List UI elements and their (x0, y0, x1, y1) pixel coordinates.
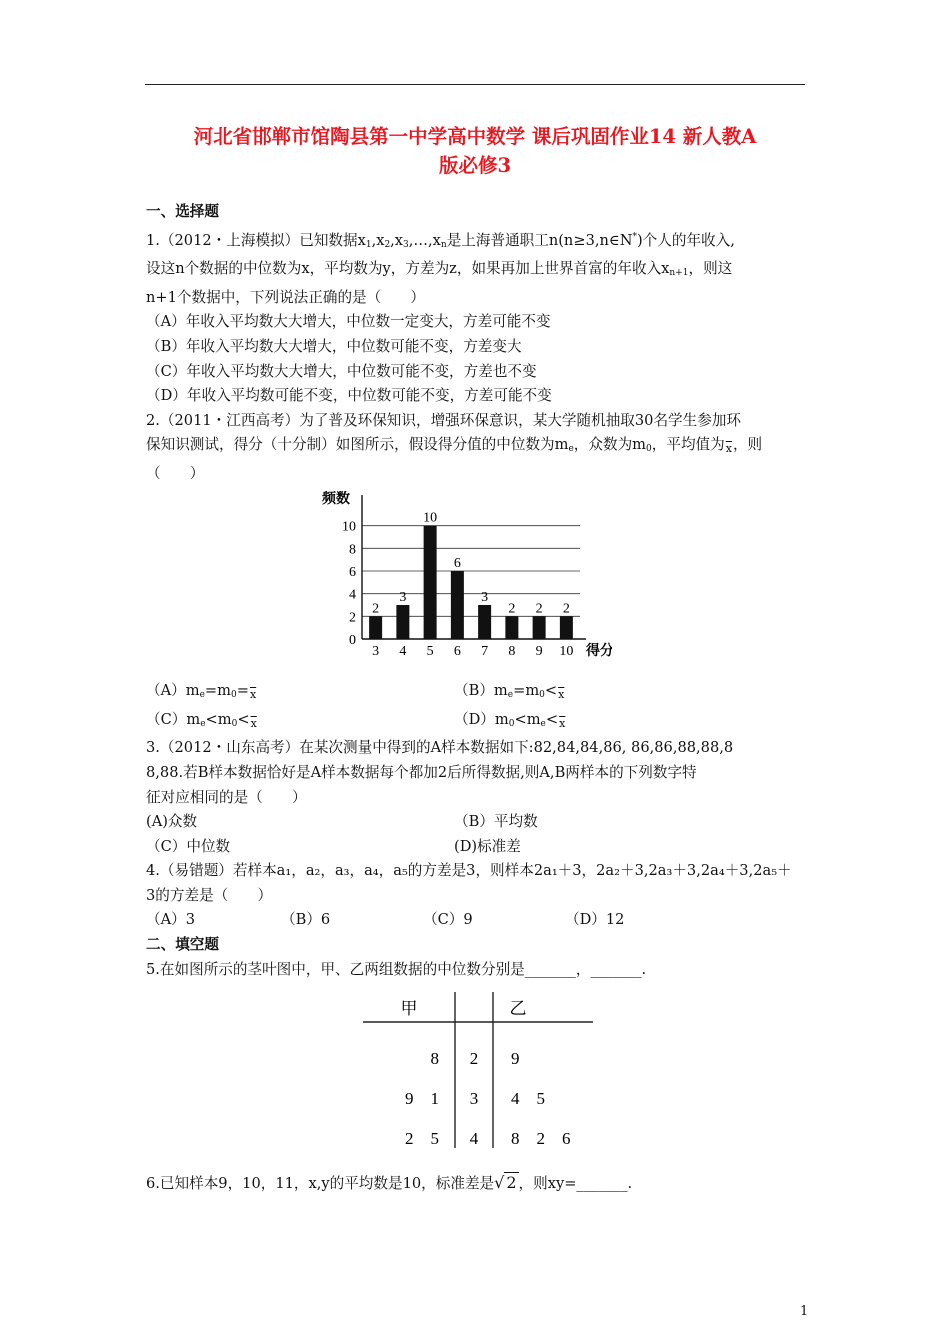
stem-row-3-right: 8 2 6 (511, 1129, 571, 1149)
data-label: 6 (453, 555, 461, 571)
question-1-option-a: （A）年收入平均数大大增大，中位数一定变大，方差可能不变 (146, 313, 551, 331)
bar (424, 525, 437, 638)
stem-row-2-stem: 3 (469, 1089, 479, 1109)
header-rule (145, 84, 805, 85)
question-2-line-1: 2.（2011・江西高考）为了普及环保知识，增强环保意识，某大学随机抽取30名学生参加环 (146, 411, 742, 429)
data-label: 3 (399, 589, 407, 605)
bar (533, 616, 546, 639)
y-tick-label: 8 (349, 541, 356, 557)
y-tick-label: 10 (342, 519, 356, 535)
y-tick-label: 0 (349, 632, 356, 648)
question-4-options (146, 908, 816, 933)
question-3-option-b: （B）平均数 (454, 813, 538, 831)
y-tick-label: 2 (349, 609, 356, 625)
x-tick-label: 6 (453, 643, 461, 659)
question-1-option-b: （B）年收入平均数大大增大，中位数可能不变，方差变大 (146, 337, 522, 355)
data-label: 2 (508, 600, 516, 616)
question-3-line-2: 8,88.若B样本数据恰好是A样本数据每个都加2后所得数据,则A,B两样本的下列数字特 (146, 763, 697, 781)
bar (505, 616, 518, 639)
question-2-option-c: $(C)m_e<m_0<_{\overline{x}}$ (146, 710, 257, 730)
x-tick-label: 8 (508, 643, 516, 659)
question-1-option-d: （D）年收入平均数可能不变，中位数可能不变，方差可能不变 (146, 387, 552, 405)
question-4-line-2: 3的方差是（ ） (146, 886, 273, 904)
question-1-line-3: n+1个数据中，下列说法正确的是（ ） (146, 288, 426, 306)
data-label: 3 (481, 589, 489, 605)
sqrt-symbol: √ 2 (494, 1172, 517, 1192)
question-2-option-a: $(A)m_e=m_0=_{\overline{x}}$ (146, 682, 257, 702)
question-3-line-1: 3.（2012・山东高考）在某次测量中得到的A样本数据如下:82,84,84,86, 86,86,88,88,8 (146, 739, 734, 757)
question-3-line-3: 征对应相同的是（ ） (146, 788, 307, 806)
x-axis-label: 得分 (586, 643, 612, 659)
x-tick-label: 3 (372, 643, 380, 659)
question-2-line-2: 保知识测试，得分（十分制）如图所示，假设得分值的中位数为$m_e$，众数为$m_0$，平均值为$_{\overline{x}}$，则 (146, 436, 763, 456)
stem-leaf-plot (363, 988, 816, 1165)
x-tick-label: 5 (426, 643, 434, 659)
stem-row-2-left: 9 1 (405, 1089, 439, 1109)
question-2-option-d: $(D)m_0<m_e<_{\overline{x}}$ (454, 710, 566, 730)
stem-head-left: 甲 (400, 999, 418, 1019)
question-2-line-3: （ ） (146, 464, 205, 482)
bar (369, 616, 382, 639)
bar-chart-svg (322, 491, 612, 671)
data-label: 2 (372, 600, 380, 616)
question-2-options-row-2 (146, 708, 816, 737)
y-tick-label: 6 (349, 564, 356, 580)
x-tick-label: 4 (399, 643, 407, 659)
y-tick-label: 4 (349, 587, 356, 603)
x-tick-label: 7 (481, 643, 489, 659)
question-1-line-1: 1.（2012・上海模拟）已知数据$x_1,x_2,x_3,\dots,x_n$是上海普通职工n(n≥3,n∈N*)个人的年收入, (146, 231, 735, 250)
data-label: 10 (423, 510, 438, 526)
question-1-line-2: 设这n个数据的中位数为x，平均数为y，方差为z，如果再加上世界首富的年收入$x_{n+1}$，则这 (146, 260, 733, 279)
stem-row-2-right: 4 5 (511, 1089, 545, 1109)
stem-leaf-svg (363, 988, 593, 1156)
question-3-option-d: (D)标准差 (454, 837, 521, 855)
question-3-option-a: (A)众数 (146, 813, 198, 831)
title-line-2: 版必修3 (438, 154, 512, 177)
question-1-option-c: （C）年收入平均数大大增大，中位数可能不变，方差也不变 (146, 362, 537, 380)
stem-head-right: 乙 (509, 999, 527, 1019)
title-line-1: 河北省邯郸市馆陶县第一中学高中数学 课后巩固作业14 新人教A (193, 125, 757, 148)
question-4-option-c: （C）9 (423, 911, 473, 929)
section-heading-fill: 二、填空题 (146, 936, 219, 954)
document-title (130, 122, 820, 180)
question-4-option-b: （B）6 (281, 911, 331, 929)
question-3-options-row-2 (146, 835, 816, 860)
bar (451, 571, 464, 639)
stem-row-1-left: 8 (430, 1049, 439, 1069)
y-axis-label: 频数 (322, 491, 350, 507)
question-6: 6.已知样本9，10，11，x,y的平均数是10，标准差是√ 2 ，则xy=_______. (146, 1171, 816, 1197)
section-heading-choice: 一、选择题 (146, 203, 219, 220)
question-3-options-row-1 (146, 810, 816, 835)
x-tick-label: 9 (535, 643, 543, 659)
data-label: 2 (535, 600, 543, 616)
document-body (146, 200, 816, 1196)
frequency-bar-chart (322, 491, 816, 680)
bar (396, 605, 409, 639)
data-label: 2 (562, 600, 570, 616)
question-5: 5.在如图所示的茎叶图中，甲、乙两组数据的中位数分别是_______，_______. (146, 960, 647, 978)
stem-row-1-right: 9 (511, 1049, 520, 1069)
stem-row-3-left: 2 5 (405, 1129, 439, 1149)
stem-row-3-stem: 4 (469, 1129, 479, 1149)
question-4-option-d: （D）12 (565, 911, 625, 929)
question-4-option-a: （A）3 (146, 911, 196, 929)
bar (478, 605, 491, 639)
page-number: 1 (800, 1304, 809, 1319)
question-2-options-row-1 (146, 679, 816, 708)
question-4-line-1: 4.（易错题）若样本a₁，a₂，a₃，a₄，a₅的方差是3，则样本2a₁＋3，2a₂＋3,2a₃＋3,2a₄＋3,2a₅＋ (146, 862, 792, 880)
stem-row-1-stem: 2 (469, 1049, 479, 1069)
x-tick-label: 10 (559, 643, 574, 659)
question-3-option-c: （C）中位数 (146, 837, 231, 855)
bar (560, 616, 573, 639)
question-2-option-b: $(B)m_e=m_0<_{\overline{x}}$ (454, 682, 565, 702)
